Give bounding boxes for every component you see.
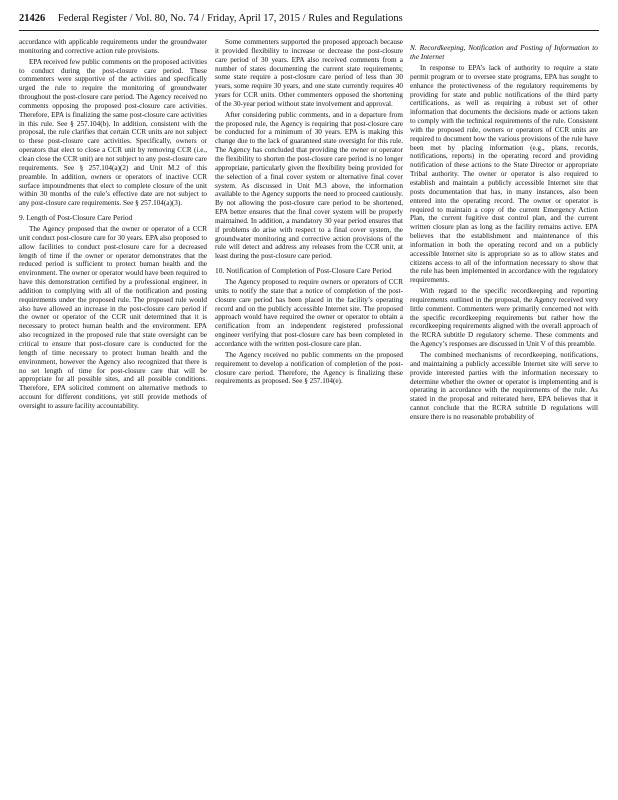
paragraph: accordance with applicable requirements under the groundwater monitoring and corrective action rule provisions. [19,38,207,55]
paragraph: Some commenters supported the proposed approach because it provided flexibility to increase or decrease the post-closure care period of 30 years. EPA also received comments from a number of states documenting the current state requirements; some state require a post-closure care period of less than 30 years, some require 30 years, and one state currently requires 40 years for CCR units. Other commenters opposed the shortening of the 30-year period without state involvement and approval. [215,38,403,108]
page-header [19,12,599,28]
text-column-middle [215,38,403,794]
text-column-left [19,38,207,794]
section-heading: 9. Length of Post-Closure Care Period [19,213,133,223]
header-rule [19,30,599,31]
paragraph: The Agency received no public comments on the proposed requirement to develop a notification of completion of the post-closure care period. Therefore, the Agency is finalizing these requirements as proposed. See § 257.104(e). [215,350,403,386]
paragraph: The combined mechanisms of recordkeeping, notifications, and maintaining a publicly accessible Internet site will serve to provide interested parties with the information necessary to determine whether the owner or operator is implementing and is operating in accordance with the requirements of the rule. As stated in the proposal and reiterated here, EPA believes that it cannot conclude that the RCRA subtitle D regulations will ensure there is no reasonable probability of [410,351,598,421]
paragraph: After considering public comments, and in a departure from the proposed rule, the Agency is requiring that post-closure care be conducted for a minimum of 30 years. EPA is making this change due to the lack of guaranteed state oversight for this rule. The Agency has concluded that providing the owner or operator the flexibility to shorten the post-closure care period is no longer appropriate, particularly given the flexibility being provided for the selection of a final cover system or alternative final cover system. As discussed in Unit M.3 above, the information available to the Agency supports the need to proceed cautiously. By not allowing the post-closure care period to be shortened, EPA better ensures that the final cover system will be properly maintained. In addition, a mandatory 30 year period ensures that if problems do arise with respect to a final cover system, the groundwater monitoring and corrective action provisions of the rule will detect and address any releases from the CCR unit, at least during the post-closure care period. [215,110,403,261]
paragraph: The Agency proposed to require owners or operators of CCR units to notify the state that a notice of completion of the post-closure care period has been placed in the facility’s operating record and on the publicly accessible Internet site. The proposed approach would have required the owner or operator to obtain a certification from an independent registered professional engineer verifying that post-closure care has been completed in accordance with the written post-closure care plan. [215,278,403,348]
text-column-right [410,38,598,794]
page-number: 21426 [19,13,46,24]
section-heading: N. Recordkeeping, Notification and Posting of Information to the Internet [410,43,598,61]
paragraph: EPA received few public comments on the proposed activities to conduct during the post-closure care period. These commenters were supportive of the activities and specifically urged the rule to require the monitoring of groundwater throughout the post-closure care period. The Agency received no comments opposing the proposed post-closure care activities. Therefore, EPA is finalizing the same post-closure care activities in this rule. See § 257.104(b). In addition, consistent with the proposal, the rule clarifies that certain CCR units are not subject to these post-closure care activities. Specifically, owners or operators that elect to close a CCR unit by removing CCR (i.e., clean close the CCR unit) are not subject to any post-closure care requirements. See § 257.104(a)(2) and Unit M.2 of this preamble. In addition, owners or operators of inactive CCR surface impoundments that elect to complete closure of the unit within 30 months of the rule’s effective date are not subject to any post-closure care requirements. See § 257.104(a)(3). [19,57,207,208]
journal-info: Federal Register / Vol. 80, No. 74 / Friday, April 17, 2015 / Rules and Regulations [57,13,403,24]
paragraph: The Agency proposed that the owner or operator of a CCR unit conduct post-closure care for 30 years. EPA also proposed to allow facilities to conduct post-closure care for a decreased length of time if the owner or operator demonstrates that the reduced period is sufficient to protect human health and the environment. The owner or operator would have been required to have this demonstration certified by a professional engineer, in addition to complying with all of the notification and posting requirements under the proposed rule. The proposed rule would also have allowed an increase in the post-closure care period if the owner or operator of the CCR unit determined that it is necessary to protect human health and the environment. EPA also recognized in the proposed rule that state oversight can be critical to ensure that post-closure care is conducted for the length of time necessary to protect human health and the environment, however the Agency also recognized that there is no set length of time for post-closure care that will be appropriate for all possible sites, and all possible conditions. Therefore, EPA solicited comment on alternative methods to account for different conditions, yet still provide methods of oversight to assure facility accountability. [19,225,207,410]
paragraph: With regard to the specific recordkeeping and reporting requirements outlined in the proposal, the Agency received very little comment. Commenters were primarily concerned not with the specific recordkeeping requirements but rather how the recordkeeping requirements aligned with the overall approach of the RCRA subtitle D regulatory scheme. These comments and the Agency’s responses are discussed in Unit V of this preamble. [410,287,598,349]
section-heading: 10. Notification of Completion of Post-Closure Care Period [215,266,392,276]
paragraph: In response to EPA’s lack of authority to require a state permit program or to oversee state programs, EPA has sought to enhance the protectiveness of the regulatory requirements by providing for state and public notifications of the third party certifications, as well as requiring a robust set of other information that documents the decisions made or actions taken to comply with the technical requirements of the rule. Consistent with the proposed rule, owners or operators of CCR units are required to document how the various provisions of the rule have been met by placing information (e.g., plans, records, notifications, reports) in the operating record and providing notification of these actions to the State Director or appropriate Tribal authority. The owner or operator is also required to establish and maintain a publicly accessible Internet site that posts documentation that has, in many instances, also been entered into the operating record. The owner or operator is required to maintain a copy of the current Emergency Action Plan, the current fugitive dust control plan, and the current written closure plan as long as the facility remains active. EPA believes that the establishment and maintenance of this information in both the operating record and on a publicly accessible Internet site is appropriate so as to allow states and citizens access to all of the information necessary to show that the rule has been implemented in accordance with the regulatory requirements. [410,64,598,285]
